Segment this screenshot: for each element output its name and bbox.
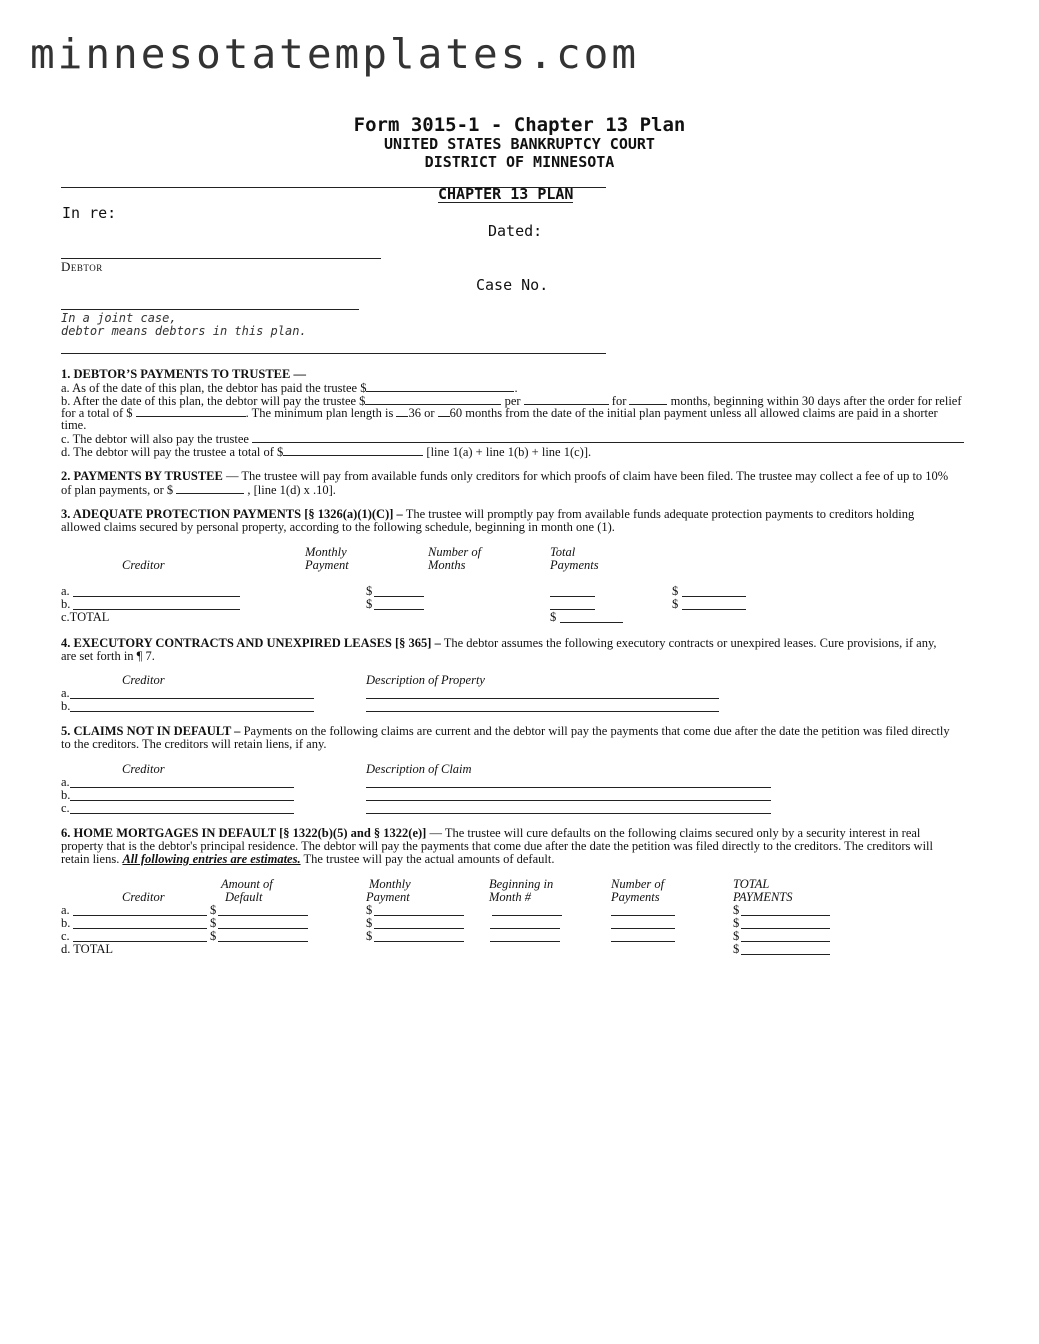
- s6-row-b-begin[interactable]: [490, 928, 560, 929]
- s2-text-2: of plan payments, or $: [61, 482, 174, 497]
- s6-row-b-monthly[interactable]: [374, 928, 464, 929]
- s1-a-text: a. As of the date of this plan, the debtor has paid the trustee $: [61, 381, 367, 395]
- s6-row-c-amount-dollar: $: [210, 929, 217, 943]
- s1-c-field[interactable]: [252, 432, 964, 443]
- s6-row-c-monthly[interactable]: [374, 941, 464, 942]
- s5-row-b-description[interactable]: [366, 800, 771, 801]
- s5-col-description: Description of Claim: [366, 762, 472, 776]
- s6-col-number-1: Number of: [611, 877, 665, 891]
- s6-col-number-2: Payments: [611, 890, 660, 904]
- s6-col-begin-2: Month #: [489, 890, 532, 904]
- s5-row-a-creditor[interactable]: [70, 787, 294, 788]
- joint-debtor-line[interactable]: [61, 309, 359, 310]
- s1-b-min-length: . The minimum plan length is: [245, 406, 394, 420]
- s3-row-b-dollar: $: [366, 597, 373, 611]
- s1-b-per: per: [504, 394, 521, 408]
- s3-col-number-2: Months: [428, 558, 466, 572]
- s1-line-b2: [61, 406, 938, 420]
- section-3: [61, 508, 976, 534]
- s3-col-total-1: Total: [550, 545, 576, 559]
- section-1-heading: 1. DEBTOR’S PAYMENTS TO TRUSTEE —: [61, 367, 306, 381]
- s1-60-checkbox[interactable]: [438, 406, 450, 417]
- s6-row-b-amount-dollar: $: [210, 916, 217, 930]
- s6-col-total-2: PAYMENTS: [733, 890, 793, 904]
- s3-grand-total[interactable]: [560, 622, 623, 623]
- s3-col-creditor: Creditor: [122, 558, 165, 572]
- s6-col-amount-2: Default: [225, 890, 263, 904]
- s3-row-total-label: c.TOTAL: [61, 610, 110, 624]
- s3-row-b-monthly[interactable]: [374, 609, 424, 610]
- s6-grand-total[interactable]: [741, 954, 830, 955]
- s1-b-total-field[interactable]: [136, 406, 246, 417]
- s6-estimates-note: All following entries are estimates.: [122, 851, 301, 866]
- s1-b-total-text: for a total of $: [61, 406, 133, 420]
- s3-row-b-months[interactable]: [550, 609, 595, 610]
- s6-row-a-amount-dollar: $: [210, 903, 217, 917]
- s6-row-a-amount[interactable]: [218, 915, 308, 916]
- s3-text-2: allowed claims secured by personal property, according to the following schedule, beginning in month one (1).: [61, 519, 615, 534]
- s6-col-creditor: Creditor: [122, 890, 165, 904]
- s6-row-a-number[interactable]: [611, 915, 675, 916]
- s2-fee-field[interactable]: [176, 483, 244, 494]
- s3-row-b-total[interactable]: [682, 609, 746, 610]
- joint-case-note-2: debtor means debtors in this plan.: [61, 324, 307, 338]
- s5-row-b-creditor[interactable]: [70, 800, 294, 801]
- s1-a-amount-field[interactable]: [366, 381, 514, 392]
- site-watermark: minnesotatemplates.com: [30, 30, 640, 78]
- s6-row-b-total[interactable]: [741, 928, 830, 929]
- s3-row-a-creditor[interactable]: [73, 596, 240, 597]
- s2-text-1: — The trustee will pay from available funds only creditors for which proofs of claim have been filed. The trustee may collect a fee of up to 10%: [222, 469, 949, 483]
- s6-row-c-number[interactable]: [611, 941, 675, 942]
- section-3-heading: 3. ADEQUATE PROTECTION PAYMENTS [§ 1326(a)(1)(C)] –: [61, 507, 403, 521]
- s4-row-b-creditor[interactable]: [70, 711, 314, 712]
- s5-text-2: to the creditors. The creditors will retain liens, if any.: [61, 736, 327, 751]
- dated-label: Dated:: [488, 222, 543, 240]
- s1-d-formula: [line 1(a) + line 1(b) + line 1(c)].: [426, 445, 592, 459]
- s5-row-a-description[interactable]: [366, 787, 771, 788]
- s4-row-a-creditor[interactable]: [70, 698, 314, 699]
- section-6-heading: 6. HOME MORTGAGES IN DEFAULT [§ 1322(b)(5) and § 1322(e)]: [61, 826, 427, 840]
- s6-text-2: property that is the debtor's principal residence. The debtor will pay the payments that come due after the date the petition was filed directly to the creditors. The creditors will: [61, 838, 933, 853]
- s5-row-b-label: b.: [61, 788, 71, 802]
- s6-row-a-creditor[interactable]: [73, 915, 207, 916]
- s6-row-a-monthly-dollar: $: [366, 903, 373, 917]
- s6-row-c-monthly-dollar: $: [366, 929, 373, 943]
- s6-row-a-total[interactable]: [741, 915, 830, 916]
- s6-row-b-creditor[interactable]: [73, 928, 207, 929]
- form-title: Form 3015-1 - Chapter 13 Plan: [353, 114, 686, 136]
- s6-row-c-total[interactable]: [741, 941, 830, 942]
- in-re-label: In re:: [62, 204, 117, 222]
- s1-c-text: c. The debtor will also pay the trustee: [61, 432, 249, 446]
- s6-row-a-monthly[interactable]: [374, 915, 464, 916]
- s5-text-1: Payments on the following claims are current and the debtor will pay the payments that come due after the date the petition was filed directly: [240, 724, 950, 738]
- s1-b-months-field[interactable]: [629, 394, 667, 405]
- joint-case-note-1: In a joint case,: [61, 311, 177, 325]
- s1-d-text: d. The debtor will pay the trustee a total of $: [61, 445, 284, 459]
- s6-row-b-monthly-dollar: $: [366, 916, 373, 930]
- s6-row-a-total-dollar: $: [733, 903, 740, 917]
- s6-col-monthly-1: Monthly: [369, 877, 411, 891]
- s4-row-b-label: b.: [61, 699, 71, 713]
- s5-row-c-description[interactable]: [366, 813, 771, 814]
- s3-row-b-label: b.: [61, 597, 71, 611]
- s4-row-a-label: a.: [61, 686, 70, 700]
- s1-b-amount-field[interactable]: [365, 394, 501, 405]
- s1-b-months-text: months, beginning within 30 days after the order for relief: [670, 394, 962, 408]
- s4-col-description: Description of Property: [366, 673, 485, 687]
- s6-col-begin-1: Beginning in: [489, 877, 554, 891]
- s3-row-a-monthly[interactable]: [374, 596, 424, 597]
- section-5-heading: 5. CLAIMS NOT IN DEFAULT –: [61, 724, 241, 738]
- s3-text-1: The trustee will promptly pay from available funds adequate protection payments to creditors holding: [402, 507, 915, 521]
- s4-row-a-description[interactable]: [366, 698, 719, 699]
- s1-d-total-field[interactable]: [283, 445, 423, 456]
- s6-row-b-number[interactable]: [611, 928, 675, 929]
- s6-row-b-total-dollar: $: [733, 916, 740, 930]
- s4-col-creditor: Creditor: [122, 673, 165, 687]
- section-5: [61, 725, 976, 751]
- s6-row-c-amount[interactable]: [218, 941, 308, 942]
- s3-col-number-1: Number of: [428, 545, 482, 559]
- s6-grand-total-dollar: $: [733, 942, 740, 956]
- s1-b-period-field[interactable]: [524, 394, 609, 405]
- s3-row-a-total[interactable]: [682, 596, 746, 597]
- s6-row-a-begin[interactable]: [492, 915, 562, 916]
- s2-text-3: , [line 1(d) x .10].: [247, 482, 336, 497]
- section-4: [61, 637, 976, 663]
- debtor-label: Debtor: [61, 259, 103, 274]
- s3-row-a-months[interactable]: [550, 596, 595, 597]
- s6-row-c-total-dollar: $: [733, 929, 740, 943]
- plan-title: CHAPTER 13 PLAN: [438, 185, 574, 203]
- s6-text-3c: The trustee will pay the actual amounts of default.: [300, 851, 555, 866]
- s1-line-b3: time.: [61, 418, 87, 432]
- s3-col-total-2: Payments: [550, 558, 599, 572]
- s1-b-for: for: [611, 394, 627, 408]
- s5-row-c-label: c.: [61, 801, 70, 815]
- s1-line-c: [61, 432, 964, 446]
- s5-row-c-creditor[interactable]: [70, 813, 294, 814]
- case-number-label: Case No.: [476, 276, 549, 294]
- section-4-heading: 4. EXECUTORY CONTRACTS AND UNEXPIRED LEASES [§ 365] –: [61, 636, 441, 650]
- section-2-heading: 2. PAYMENTS BY TRUSTEE: [61, 469, 223, 483]
- s6-row-b-label: b.: [61, 916, 71, 930]
- section-2: [61, 470, 976, 497]
- s1-36-label: 36 or: [408, 406, 435, 420]
- s3-row-b-total-dollar: $: [672, 597, 679, 611]
- s1-line-a: a. As of the date of this plan, the debtor has paid the trustee $ .: [61, 381, 518, 395]
- s3-row-a-total-dollar: $: [672, 584, 679, 598]
- s4-row-b-description[interactable]: [366, 711, 719, 712]
- s6-row-b-amount[interactable]: [218, 928, 308, 929]
- s6-row-c-label: c.: [61, 929, 70, 943]
- s6-col-total-1: TOTAL: [733, 877, 770, 891]
- s6-text-3a: retain liens.: [61, 851, 120, 866]
- s6-text-1: — The trustee will cure defaults on the following claims secured only by a security interest in real: [426, 826, 921, 840]
- s4-text-1: The debtor assumes the following executory contracts or unexpired leases. Cure provisions, if any,: [440, 636, 937, 650]
- s6-row-c-begin[interactable]: [490, 941, 560, 942]
- s1-60-label: 60 months from the date of the initial plan payment unless all allowed claims are paid in a shorter: [449, 406, 938, 420]
- s5-row-a-label: a.: [61, 775, 70, 789]
- s5-col-creditor: Creditor: [122, 762, 165, 776]
- s6-row-total-label: d. TOTAL: [61, 942, 114, 956]
- s4-text-2: are set forth in ¶ 7.: [61, 648, 155, 663]
- debtor-name-line[interactable]: [61, 258, 381, 259]
- section-6: [61, 827, 976, 865]
- court-name: UNITED STATES BANKRUPTCY COURT: [384, 135, 655, 153]
- s3-row-a-label: a.: [61, 584, 70, 598]
- s6-row-a-label: a.: [61, 903, 70, 917]
- s1-line-d: [61, 445, 591, 459]
- s3-col-monthly-2: Payment: [305, 558, 349, 572]
- s6-col-monthly-2: Payment: [366, 890, 410, 904]
- s3-col-monthly-1: Monthly: [305, 545, 347, 559]
- s1-36-checkbox[interactable]: [396, 406, 408, 417]
- s3-row-a-dollar: $: [366, 584, 373, 598]
- s3-grand-total-dollar: $: [550, 610, 557, 624]
- district-name: DISTRICT OF MINNESOTA: [424, 153, 615, 171]
- caption-bottom-rule: [61, 353, 606, 354]
- s1-b-text: b. After the date of this plan, the debtor will pay the trustee $: [61, 394, 366, 408]
- s6-col-amount-1: Amount of: [221, 877, 273, 891]
